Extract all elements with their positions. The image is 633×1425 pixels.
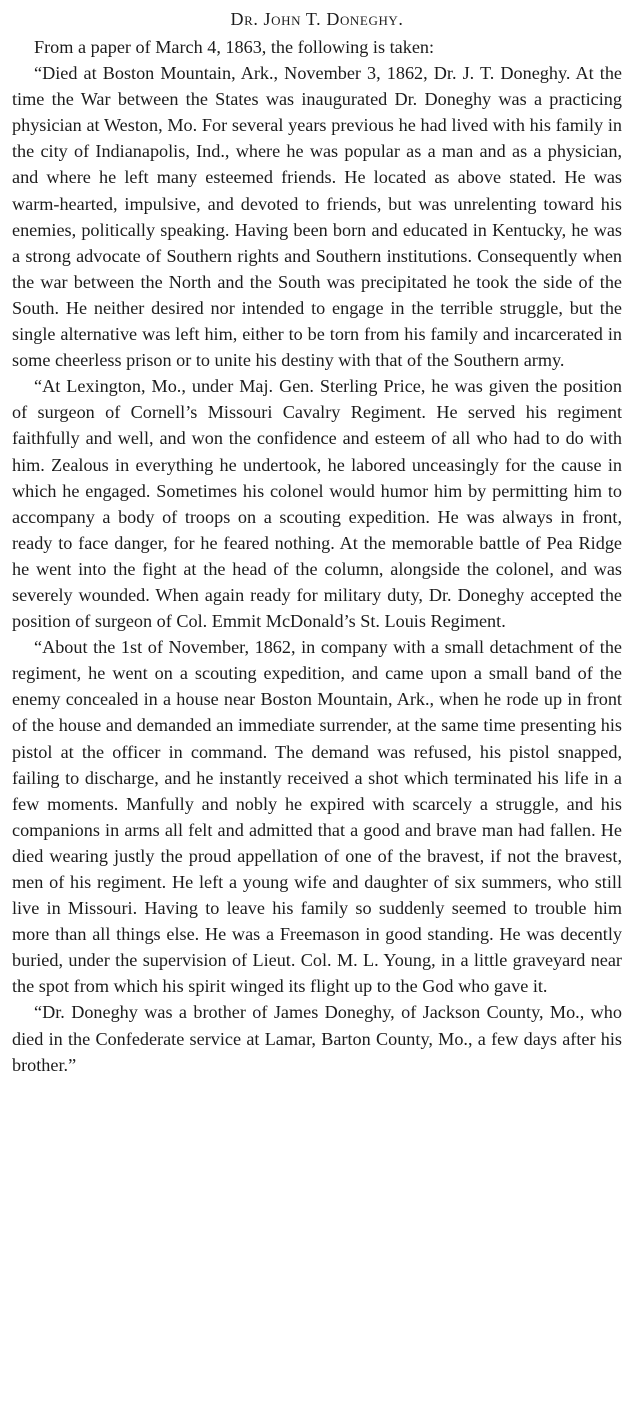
obituary-paragraph-brother: “Dr. Doneghy was a brother of James Doneghy, of Jackson County, Mo., who died in the Confederate service at Lamar, Barton County, Mo., a few days after his brother.” [12,1002,622,1075]
document-page [12,6,622,1078]
intro-paragraph: From a paper of March 4, 1863, the following is taken: [34,37,435,57]
obituary-paragraph-military-service: “At Lexington, Mo., under Maj. Gen. Sterling Price, he was given the position of surgeon of Cornell’s Missouri Cavalry Regiment. He served his regiment faithfully and well, and won the confidence and esteem of all who had to do with him. Zealous in everything he undertook, he labored unceasingly for the cause in which he engaged. Sometimes his colonel would humor him by permitting him to accompany a body of troops on a scouting expedition. He was always in front, ready to face danger, for he feared nothing. At the memorable battle of Pea Ridge he went into the fight at the head of the column, alongside the colonel, and was severely wounded. When again ready for military duty, Dr. Doneghy accepted the position of surgeon of Col. Emmit McDonald’s St. Louis Regiment. [12,376,622,632]
obituary-paragraph-death-and-background: “Died at Boston Mountain, Ark., November 3, 1862, Dr. J. T. Doneghy. At the time the War between the States was inaugurated Dr. Doneghy was a practicing physician at Weston, Mo. For several years previous he had lived with his family in the city of Indianapolis, Ind., where he was popular as a man and as a physician, and where he left many esteemed friends. He located as above stated. He was warm-hearted, impulsive, and devoted to friends, but was unrelenting toward his enemies, politically speaking. Having been born and educated in Kentucky, he was a strong advocate of Southern rights and Southern institutions. Consequently when the war between the North and the South was precipitated he took the side of the South. He neither desired nor intended to engage in the terrible struggle, but the single alternative was left him, either to be torn from his family and incarcerated in some cheerless prison or to unite his destiny with that of the Southern army. [12,63,622,371]
article-heading: Dr. John T. Doneghy. [230,9,404,29]
obituary-paragraph-death-circumstances: “About the 1st of November, 1862, in company with a small detachment of the regiment, he went on a scouting expedition, and came upon a small band of the enemy concealed in a house near Boston Mountain, Ark., when he rode up in front of the house and demanded an immediate surrender, at the same time presenting his pistol at the officer in command. The demand was refused, his pistol snapped, failing to discharge, and he instantly received a shot which terminated his life in a few moments. Manfully and nobly he expired with scarcely a struggle, and his companions in arms all felt and admitted that a good and brave man had fallen. He died wearing justly the proud appellation of one of the bravest, if not the bravest, men of his regiment. He left a young wife and daughter of six summers, who still live in Missouri. Having to leave his family so suddenly seemed to trouble him more than all things else. He was a Freemason in good standing. He was decently buried, under the supervision of Lieut. Col. M. L. Young, in a little graveyard near the spot from which his spirit winged its flight up to the God who gave it. [12,637,622,997]
